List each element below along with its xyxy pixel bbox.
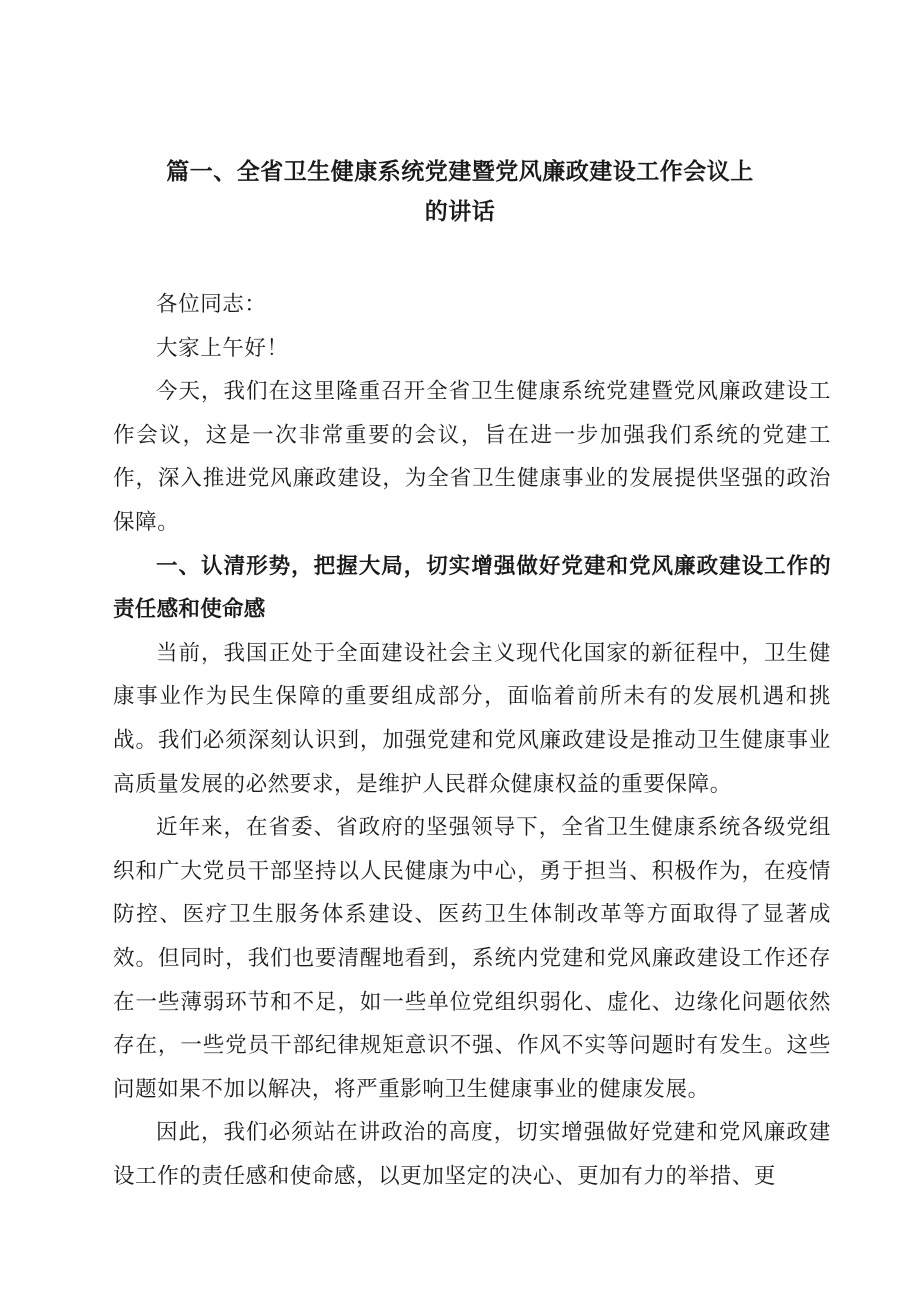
greeting: 大家上午好！	[156, 335, 289, 361]
title-line-2: 的讲话	[424, 199, 496, 225]
document-body	[113, 283, 831, 1198]
document-title	[113, 152, 807, 232]
section-heading-1: 一、认清形势，把握大局，切实增强做好党建和党风廉政建设工作的责任感和使命感	[113, 553, 831, 623]
paragraph-3: 因此，我们必须站在讲政治的高度，切实增强做好党建和党风廉政建设工作的责任感和使命感，以更加坚定的决心、更加有力的举措、更	[113, 1120, 831, 1189]
intro-paragraph: 今天，我们在这里隆重召开全省卫生健康系统党建暨党风廉政建设工作会议，这是一次非常重要的会议，旨在进一步加强我们系统的党建工作，深入推进党风廉政建设，为全省卫生健康事业的发展提供坚强的政治保障。	[113, 379, 831, 535]
title-line-1: 篇一、全省卫生健康系统党建暨党风廉政建设工作会议上	[166, 159, 754, 185]
paragraph-2: 近年来，在省委、省政府的坚强领导下，全省卫生健康系统各级党组织和广大党员干部坚持以人民健康为中心，勇于担当、积极作为，在疫情防控、医疗卫生服务体系建设、医药卫生体制改革等方面取得了显著成效。但同时，我们也要清醒地看到，系统内党建和党风廉政建设工作还存在一些薄弱环节和不足，如一些单位党组织弱化、虚化、边缘化问题依然存在，一些党员干部纪律规矩意识不强、作风不实等问题时有发生。这些问题如果不加以解决，将严重影响卫生健康事业的健康发展。	[113, 815, 831, 1102]
salutation: 各位同志：	[156, 292, 267, 317]
paragraph-1: 当前，我国正处于全面建设社会主义现代化国家的新征程中，卫生健康事业作为民生保障的重要组成部分，面临着前所未有的发展机遇和挑战。我们必须深刻认识到，加强党建和党风廉政建设是推动卫生健康事业高质量发展的必然要求，是维护人民群众健康权益的重要保障。	[113, 640, 831, 797]
